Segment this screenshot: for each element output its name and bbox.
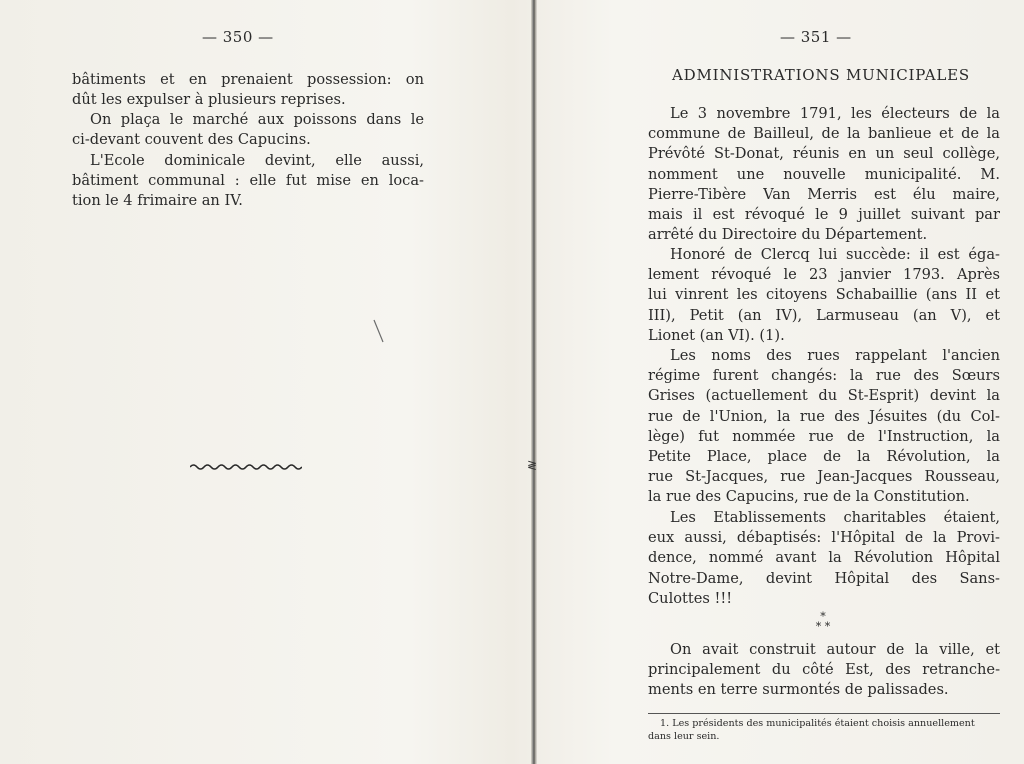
text-line: lui vinrent les citoyens Schabaillie (ans II et <box>648 286 1000 304</box>
text-line: Grises (actuellement du St-Esprit) devint la <box>648 387 1000 405</box>
text-line: commune de Bailleul, de la banlieue et de la <box>648 125 1000 143</box>
text-line: Culottes !!! <box>648 589 733 607</box>
text-line: On avait construit autour de la ville, et <box>670 641 1000 658</box>
section-title: ADMINISTRATIONS MUNICIPALES <box>672 66 970 84</box>
text-line: mais il est révoqué le 9 juillet suivant par <box>648 206 1000 224</box>
gutter-mark-icon: ≷ <box>527 458 538 472</box>
text-line: On plaça le marché aux poissons dans le <box>90 111 424 128</box>
text-line: Notre-Dame, devint Hôpital des Sans- <box>648 569 1000 587</box>
text-line: ments en terre surmontés de palissades. <box>648 681 949 699</box>
text-line: dût les expulser à plusieurs reprises. <box>72 91 346 109</box>
text-line: III), Petit (an IV), Larmuseau (an V), et <box>648 306 1000 324</box>
text-line: Les Etablissements charitables étaient, <box>670 509 1000 526</box>
right-paragraph-5 <box>648 640 1000 701</box>
text-line: rue de l'Union, la rue des Jésuites (du Col- <box>648 407 1000 425</box>
text-line: arrêté du Directoire du Département. <box>648 226 928 244</box>
left-paragraph-3 <box>72 151 424 212</box>
footnote <box>648 717 1000 743</box>
asterism-row: * * <box>815 620 831 633</box>
left-page-number: — 350 — <box>202 28 274 46</box>
text-line: principalement du côté Est, des retranche- <box>648 661 1000 679</box>
text-line: régime furent changés: la rue des Sœurs <box>648 367 1000 385</box>
asterism-row: * <box>820 610 826 623</box>
wavy-ornament-divider <box>190 462 302 472</box>
text-line: L'Ecole dominicale devint, elle aussi, <box>90 152 424 169</box>
text-line: Honoré de Clercq lui succède: il est éga- <box>670 246 1000 263</box>
text-line: Lionet (an VI). (1). <box>648 326 785 344</box>
text-line: la rue des Capucins, rue de la Constitution. <box>648 488 970 506</box>
text-line: Prévôté St-Donat, réunis en un seul collège, <box>648 145 1000 163</box>
text-line: ci-devant couvent des Capucins. <box>72 131 311 149</box>
pen-stroke-mark <box>372 318 386 346</box>
right-paragraph-3 <box>648 346 1000 508</box>
right-paragraph-4 <box>648 508 1000 609</box>
footnote-rule <box>648 713 1000 714</box>
left-paragraph-1 <box>72 70 424 110</box>
right-paragraph-1 <box>648 104 1000 245</box>
text-line: bâtiment communal : elle fut mise en loca- <box>72 172 424 190</box>
right-page-number: — 351 — <box>780 28 852 46</box>
right-paragraph-2 <box>648 245 1000 346</box>
footnote-line: dans leur sein. <box>648 731 720 742</box>
text-line: Les noms des rues rappelant l'ancien <box>670 347 1000 364</box>
text-line: Le 3 novembre 1791, les électeurs de la <box>670 105 1000 122</box>
text-line: eux aussi, débaptisés: l'Hôpital de la Provi- <box>648 529 1000 547</box>
book-gutter <box>531 0 537 764</box>
text-line: rue St-Jacques, rue Jean-Jacques Rousseau, <box>648 468 1000 486</box>
text-line: bâtiments et en prenaient possession: on <box>72 71 424 88</box>
text-line: lement révoqué le 23 janvier 1793. Après <box>648 266 1000 284</box>
text-line: lège) fut nommée rue de l'Instruction, la <box>648 427 1000 445</box>
left-paragraph-2 <box>72 110 424 150</box>
footnote-line: 1. Les présidents des municipalités étaient choisis annuellement <box>660 718 975 729</box>
text-line: Petite Place, place de la Révolution, la <box>648 448 1000 466</box>
text-line: Pierre-Tibère Van Merris est élu maire, <box>648 185 1000 203</box>
text-line: nomment une nouvelle municipalité. M. <box>648 165 1000 183</box>
text-line: tion le 4 frimaire an IV. <box>72 192 243 210</box>
asterism-divider <box>808 612 838 632</box>
text-line: dence, nommé avant la Révolution Hôpital <box>648 549 1000 567</box>
